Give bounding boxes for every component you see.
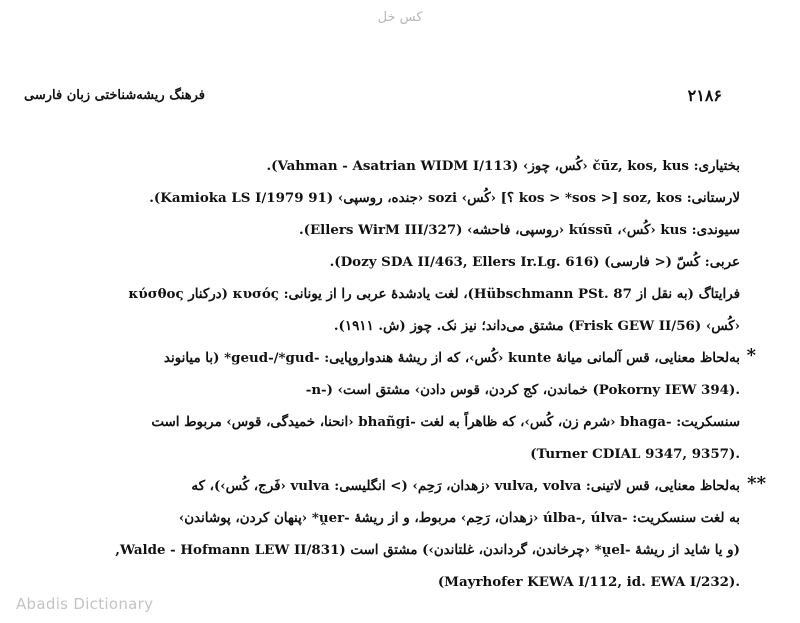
entry-text: به‌لحاظ معنایی، قس لاتینی: vulva, volva ‹زهدان، رَحِم› (> انگلیسی: vulva ‹فَرج، کُس›)، که — [191, 478, 740, 494]
entry-text: فرایتاگ (به نقل از Hübschmann PSt. 87)، لغت یادشدهٔ عربی را از یونانی: κυσός (درکنار κύσθος — [128, 286, 740, 302]
note-marker-double: ** — [747, 473, 766, 494]
entry-line-sivandi — [40, 215, 740, 247]
entry-text: -n-) ‹خماندن، کج کردن، قوس دادن› مشتق است (Pokorny IEW 394). — [305, 382, 740, 398]
entry-line-latin-cont — [40, 503, 740, 535]
entry-body — [40, 151, 766, 599]
entry-line-freytag — [40, 279, 740, 311]
entry-text: بختیاری: čūz, kos, kus ‹کُس، چوز› (Vahman - Asatrian WIDM I/113). — [266, 158, 740, 174]
entry-line-bakhtiari — [40, 151, 740, 183]
page-top-title: کس خل — [377, 10, 423, 25]
entry-line-sanskrit — [40, 407, 740, 439]
entry-text: به‌لحاظ معنایی، قس آلمانی میانهٔ kunte ‹کُس›، که از ریشهٔ هندواروپایی: -geud-/*gud* (با میانوند — [163, 350, 740, 366]
note-marker: * — [746, 345, 756, 366]
entry-text: سنسکریت: -bhaga ‹شرم زن، کُس›، که ظاهراً به لغت -bhañgi ‹انحنا، خمیدگی، قوس› مربوط است — [151, 414, 740, 430]
entry-line-larestani — [40, 183, 740, 215]
entry-text: به لغت سنسکریت: -úlba-, úlva ‹زهدان، رَحِم› مربوط، و از ریشهٔ -ṷer* ‹پنهان کردن، پوشاندن› — [178, 510, 740, 526]
entry-text: ‹کُس› (Frisk GEW II/56) مشتق می‌داند؛ نیز نک. چوز (ش. ۱۹۱۱). — [333, 318, 740, 334]
entry-line-arabic — [40, 247, 740, 279]
entry-line-german-cont — [40, 375, 740, 407]
entry-text: (Turner CDIAL 9347, 9357). — [530, 446, 740, 462]
entry-text: عربی: کُسّ (< فارسی) (Dozy SDA II/463, Ellers Ir.Lg. 616). — [329, 254, 740, 270]
entry-text: (و یا شاید از ریشهٔ -ṷel* ‹چرخاندن، گرداندن، غلتاندن›) مشتق است (Walde - Hofmann LEW II/831, — [115, 542, 740, 558]
entry-text: سیوندی: kus ‹کُس›، kússū ‹روسپی، فاحشه› (Ellers WirM III/327). — [298, 222, 740, 238]
entry-text: (Mayrhofer KEWA I/112, id. EWA I/232). — [437, 574, 740, 590]
page-number: ۲۱۸۶ — [687, 86, 722, 105]
entry-line-latin — [40, 471, 766, 503]
entry-text: لارستانی: soz, kos [< kos > *sos ؟] ‹کُس› sozi ‹جنده، روسپی› (Kamioka LS I/1979 91). — [149, 190, 740, 206]
entry-line-freytag-cont — [40, 311, 740, 343]
entry-line-german — [40, 343, 756, 375]
entry-line-latin-cont-2 — [40, 535, 740, 567]
watermark-text: Abadis Dictionary — [16, 595, 154, 613]
book-title: فرهنگ ریشه‌شناختی زبان فارسی — [24, 88, 205, 103]
entry-line-sanskrit-cont — [40, 439, 740, 471]
